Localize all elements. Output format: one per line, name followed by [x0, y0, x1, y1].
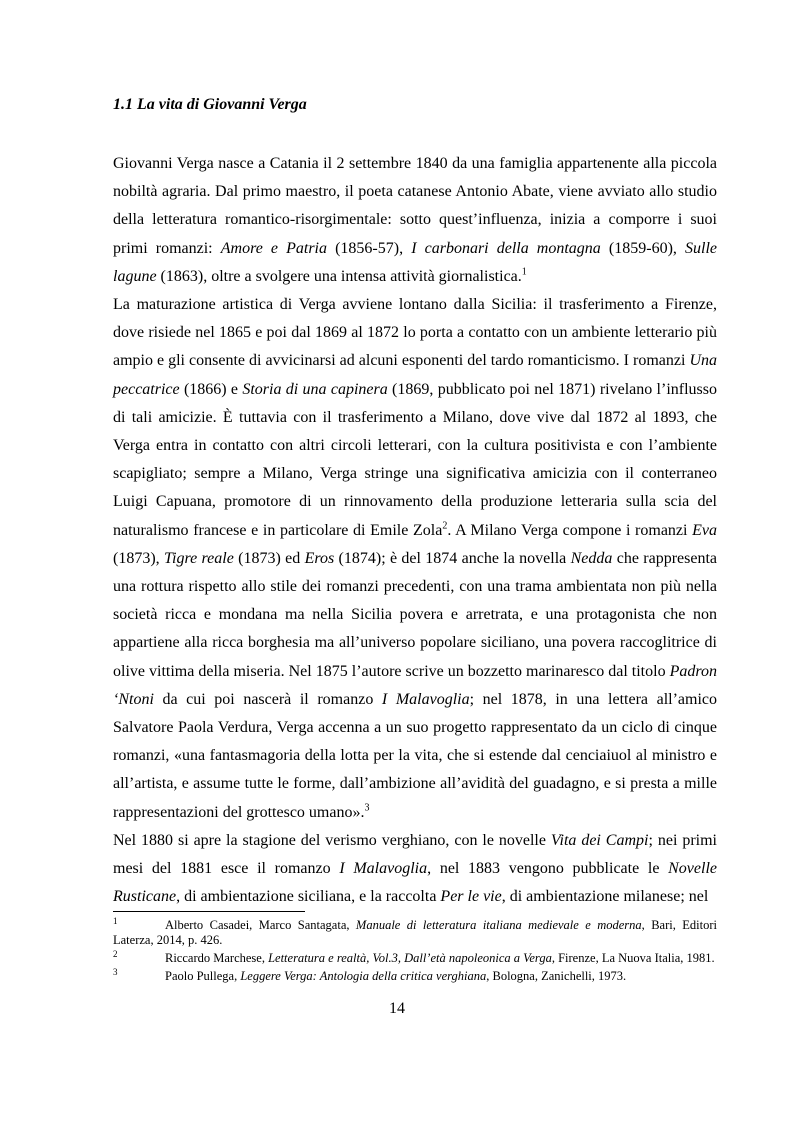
- page-number: 14: [389, 1000, 405, 1017]
- footnote-text: [113, 969, 717, 984]
- text-run: (1873) ed: [233, 549, 305, 567]
- work-title: Manuale di letteratura italiana medievale e moderna: [355, 918, 642, 932]
- work-title: Eva: [692, 521, 718, 539]
- footnote-text: [113, 918, 717, 948]
- work-title: I Malavoglia: [381, 690, 470, 708]
- paragraph-3: [113, 827, 717, 912]
- text-run: (1863), oltre a svolgere una intensa attività giornalistica.: [156, 267, 522, 285]
- work-title: Per le vie: [440, 888, 502, 906]
- text-run: La maturazione artistica di Verga avviene lontano dalla Sicilia: il trasferimento a Firenze, dove risiede nel 1865 e poi dal 1869 al 1872 lo porta a contatto con un ambiente letterario più ampio e gli consente di avvicinarsi ad alcuni esponenti del tardo romanticismo. I romanzi: [113, 296, 717, 370]
- footnote-ref[interactable]: 2: [442, 520, 448, 532]
- text-run: Riccardo Marchese,: [165, 951, 269, 965]
- text-run: da cui poi nascerà il romanzo: [153, 690, 382, 708]
- work-title: Novelle Rusticane: [113, 860, 717, 906]
- text-run: (1874); è del 1874 anche la novella: [334, 549, 571, 567]
- text-run: , Bari, Editori Laterza, 2014, p. 426.: [113, 918, 717, 947]
- work-title: Eros: [304, 549, 335, 567]
- work-title: Tigre reale: [164, 549, 234, 567]
- work-title: Padron ‘Ntoni: [113, 662, 717, 708]
- footnote-3: [113, 969, 717, 984]
- footnote-ref[interactable]: 3: [364, 802, 370, 814]
- footnote-number: 3: [113, 967, 118, 977]
- paragraph-1: [113, 150, 717, 291]
- work-title: Amore e Patria: [220, 239, 327, 257]
- text-run: (1866) e: [179, 380, 243, 398]
- work-title: Storia di una capinera: [242, 380, 388, 398]
- work-title: Nedda: [570, 549, 613, 567]
- text-run: (1869, pubblicato poi nel 1871) rivelano l’influsso di tali amicizie. È tuttavia con il trasferimento a Milano, dove vive dal 1872 al 1893, che Verga entra in contatto con altri circoli letterari, con la cultura positivista e con l’ambiente scapigliato; sempre a Milano, Verga stringe una significativa amicizia con il conterraneo Luigi Capuana, promotore di un rinnovamento della produzione letteraria sulla scia del naturalismo francese e in particolare di Emile Zola: [113, 380, 718, 539]
- work-title: Letteratura e realtà, Vol.3, Dall’età napoleonica a Verga: [268, 951, 552, 965]
- text-run: (1873),: [113, 549, 164, 567]
- text-run: ; nei primi mesi del 1881 esce il romanzo: [113, 831, 717, 878]
- work-title: Una peccatrice: [113, 352, 717, 398]
- work-title: Sulle lagune: [113, 239, 717, 285]
- text-run: (1859-60),: [600, 239, 685, 257]
- text-run: , di ambientazione siciliana, e la raccolta: [176, 888, 441, 906]
- text-run: , di ambientazione milanese; nel: [501, 888, 709, 906]
- text-run: . A Milano Verga compone i romanzi: [447, 521, 693, 539]
- footnote-text: [113, 951, 717, 966]
- footnote-2: [113, 951, 717, 966]
- text-run: Nel 1880 si apre la stagione del verismo verghiano, con le novelle: [113, 831, 551, 849]
- footnote-number: 1: [113, 916, 118, 926]
- section-heading: 1.1 La vita di Giovanni Verga: [113, 96, 307, 113]
- footnote-separator: [113, 911, 305, 912]
- text-run: Alberto Casadei, Marco Santagata,: [165, 918, 356, 932]
- paragraph-2: [113, 291, 717, 827]
- footnote-1: [113, 918, 717, 948]
- footnote-number: 2: [113, 949, 118, 959]
- text-run: Giovanni Verga nasce a Catania il 2 settembre 1840 da una famiglia appartenente alla piccola nobiltà agraria. Dal primo maestro, il poeta catanese Antonio Abate, viene avviato allo studio della letteratura romantico-risorgimentale: sotto quest’influenza, inizia a comporre i suoi primi romanzi:: [113, 155, 717, 257]
- text-run: Paolo Pullega,: [165, 969, 241, 983]
- body-text: [113, 150, 717, 911]
- work-title: Vita dei Campi: [550, 831, 649, 849]
- footnote-ref[interactable]: 1: [521, 266, 527, 278]
- text-run: ; nel 1878, in una lettera all’amico Salvatore Paola Verdura, Verga accenna a un suo progetto rappresentato da un ciclo di cinque romanzi, «una fantasmagoria della lotta per la vita, che si estende dal cenciaiuol al ministro e all’artista, e assume tutte le forme, dall’ambizione all’avidità del guadagno, e si presta a mille rappresentazioni del grottesco umano».: [113, 690, 718, 821]
- text-run: , Bologna, Zanichelli, 1973.: [486, 969, 627, 983]
- text-run: , Firenze, La Nuova Italia, 1981.: [551, 951, 715, 965]
- work-title: I Malavoglia: [339, 860, 428, 878]
- text-run: che rappresenta una rottura rispetto allo stile dei romanzi precedenti, con una trama ambientata non più nella società ricca e mondana ma nella Sicilia povera e arretrata, e una protagonista che non appartiene alla ricca borghesia ma all’universo popolare siciliano, una povera raccoglitrice di olive vittima della miseria. Nel 1875 l’autore scrive un bozzetto marinaresco dal titolo: [113, 549, 717, 680]
- text-run: , nel 1883 vengono pubblicate le: [427, 860, 669, 878]
- text-run: (1856-57),: [327, 239, 412, 257]
- work-title: Leggere Verga: Antologia della critica verghiana: [240, 969, 487, 983]
- footnotes: [113, 918, 717, 987]
- work-title: I carbonari della montagna: [411, 239, 601, 257]
